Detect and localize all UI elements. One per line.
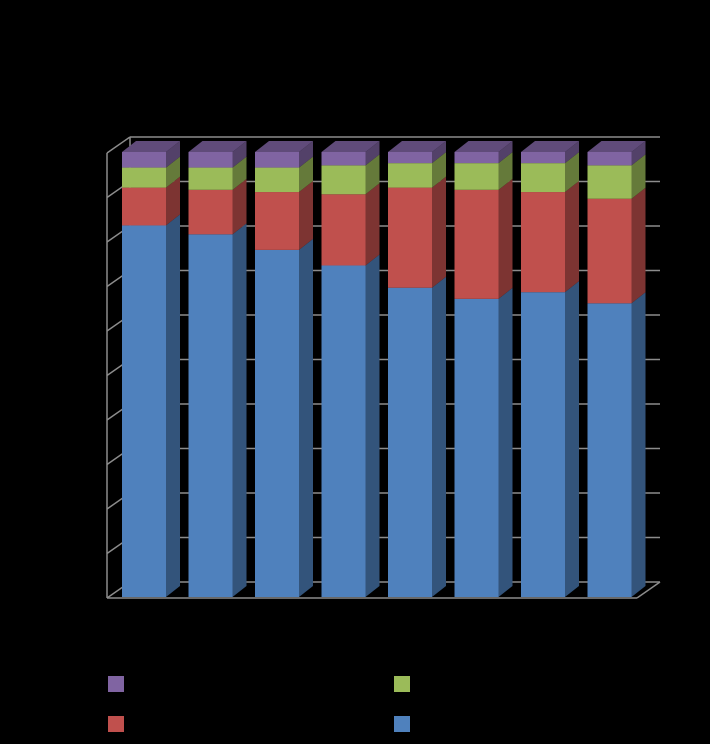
- bar-red-4: [322, 194, 366, 265]
- bar-side-red-6: [499, 179, 513, 299]
- legend-swatch-green: [394, 676, 410, 692]
- bar-red-2: [189, 190, 233, 235]
- bar-purple-8: [588, 152, 632, 165]
- bar-green-6: [455, 163, 499, 190]
- bar-purple-5: [388, 152, 432, 163]
- bar-side-blue-2: [233, 223, 247, 597]
- bar-side-red-5: [432, 177, 446, 288]
- bar-green-2: [189, 168, 233, 190]
- legend-swatch-red: [108, 716, 124, 732]
- bar-side-blue-8: [632, 292, 646, 597]
- bar-green-7: [521, 163, 565, 192]
- bar-side-blue-4: [366, 254, 380, 597]
- bar-purple-1: [122, 152, 166, 168]
- bar-blue-1: [122, 225, 166, 597]
- bar-red-7: [521, 192, 565, 292]
- bar-side-red-3: [299, 181, 313, 250]
- bar-purple-2: [189, 152, 233, 168]
- bar-blue-6: [455, 299, 499, 597]
- bar-side-blue-7: [565, 281, 579, 597]
- bar-blue-7: [521, 292, 565, 597]
- bar-green-5: [388, 163, 432, 187]
- bar-green-1: [122, 168, 166, 188]
- bar-side-red-4: [366, 183, 380, 265]
- bar-side-blue-3: [299, 239, 313, 597]
- bar-red-3: [255, 192, 299, 250]
- bar-green-3: [255, 168, 299, 192]
- bar-purple-4: [322, 152, 366, 165]
- bar-side-blue-5: [432, 277, 446, 597]
- bar-blue-8: [588, 303, 632, 597]
- bar-red-5: [388, 188, 432, 288]
- bar-side-red-7: [565, 181, 579, 292]
- legend-swatch-purple: [108, 676, 124, 692]
- bar-blue-4: [322, 265, 366, 597]
- bar-blue-2: [189, 234, 233, 597]
- bar-purple-7: [521, 152, 565, 163]
- bar-red-8: [588, 199, 632, 304]
- bar-side-blue-1: [166, 214, 180, 597]
- bar-blue-3: [255, 250, 299, 597]
- bar-green-4: [322, 165, 366, 194]
- bar-side-red-8: [632, 188, 646, 304]
- bar-purple-3: [255, 152, 299, 168]
- bar-side-blue-6: [499, 288, 513, 597]
- bar-green-8: [588, 165, 632, 198]
- bar-blue-5: [388, 288, 432, 597]
- legend-swatch-blue: [394, 716, 410, 732]
- bar-red-1: [122, 188, 166, 226]
- bar-purple-6: [455, 152, 499, 163]
- bar-red-6: [455, 190, 499, 299]
